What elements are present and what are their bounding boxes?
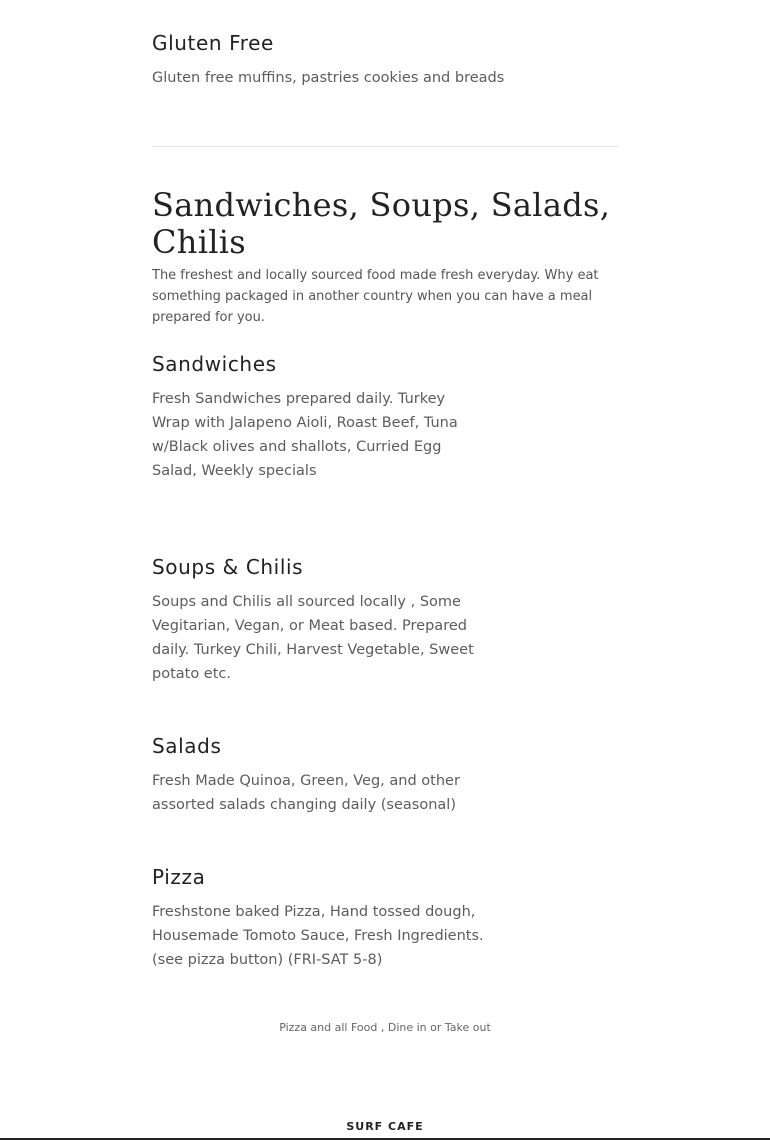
soups-chilis-description: Soups and Chilis all sourced locally , Some Vegitarian, Vegan, or Meat based. Prepared daily. Turkey Chili, Harvest Vegetable, Sweet potato etc. [152, 594, 474, 682]
sandwiches-title: Sandwiches [152, 352, 277, 376]
section-title: Sandwiches, Soups, Salads, Chilis [152, 186, 611, 261]
section-divider [152, 146, 618, 147]
pizza-title: Pizza [152, 865, 206, 889]
footer-cafe-name: SURF CAFE [346, 1120, 424, 1133]
sandwiches-description: Fresh Sandwiches prepared daily. Turkey Wrap with Jalapeno Aioli, Roast Beef, Tuna w/Black olives and shallots, Curried Egg Salad, Weekly specials [152, 391, 458, 479]
salads-title: Salads [152, 734, 222, 758]
soups-chilis-title: Soups & Chilis [152, 555, 304, 579]
service-note: Pizza and all Food , Dine in or Take out [279, 1021, 491, 1034]
pizza-description: Freshstone baked Pizza, Hand tossed dough, Housemade Tomoto Sauce, Fresh Ingredients. (see pizza button) (FRI-SAT 5-8) [152, 904, 484, 968]
salads-description: Fresh Made Quinoa, Green, Veg, and other assorted salads changing daily (seasonal) [152, 773, 460, 813]
gluten-free-description: Gluten free muffins, pastries cookies and breads [152, 70, 505, 86]
section-description: The freshest and locally sourced food made fresh everyday. Why eat something packaged in another country when you can have a meal prepared for you. [152, 268, 599, 325]
gluten-free-title: Gluten Free [152, 31, 274, 55]
